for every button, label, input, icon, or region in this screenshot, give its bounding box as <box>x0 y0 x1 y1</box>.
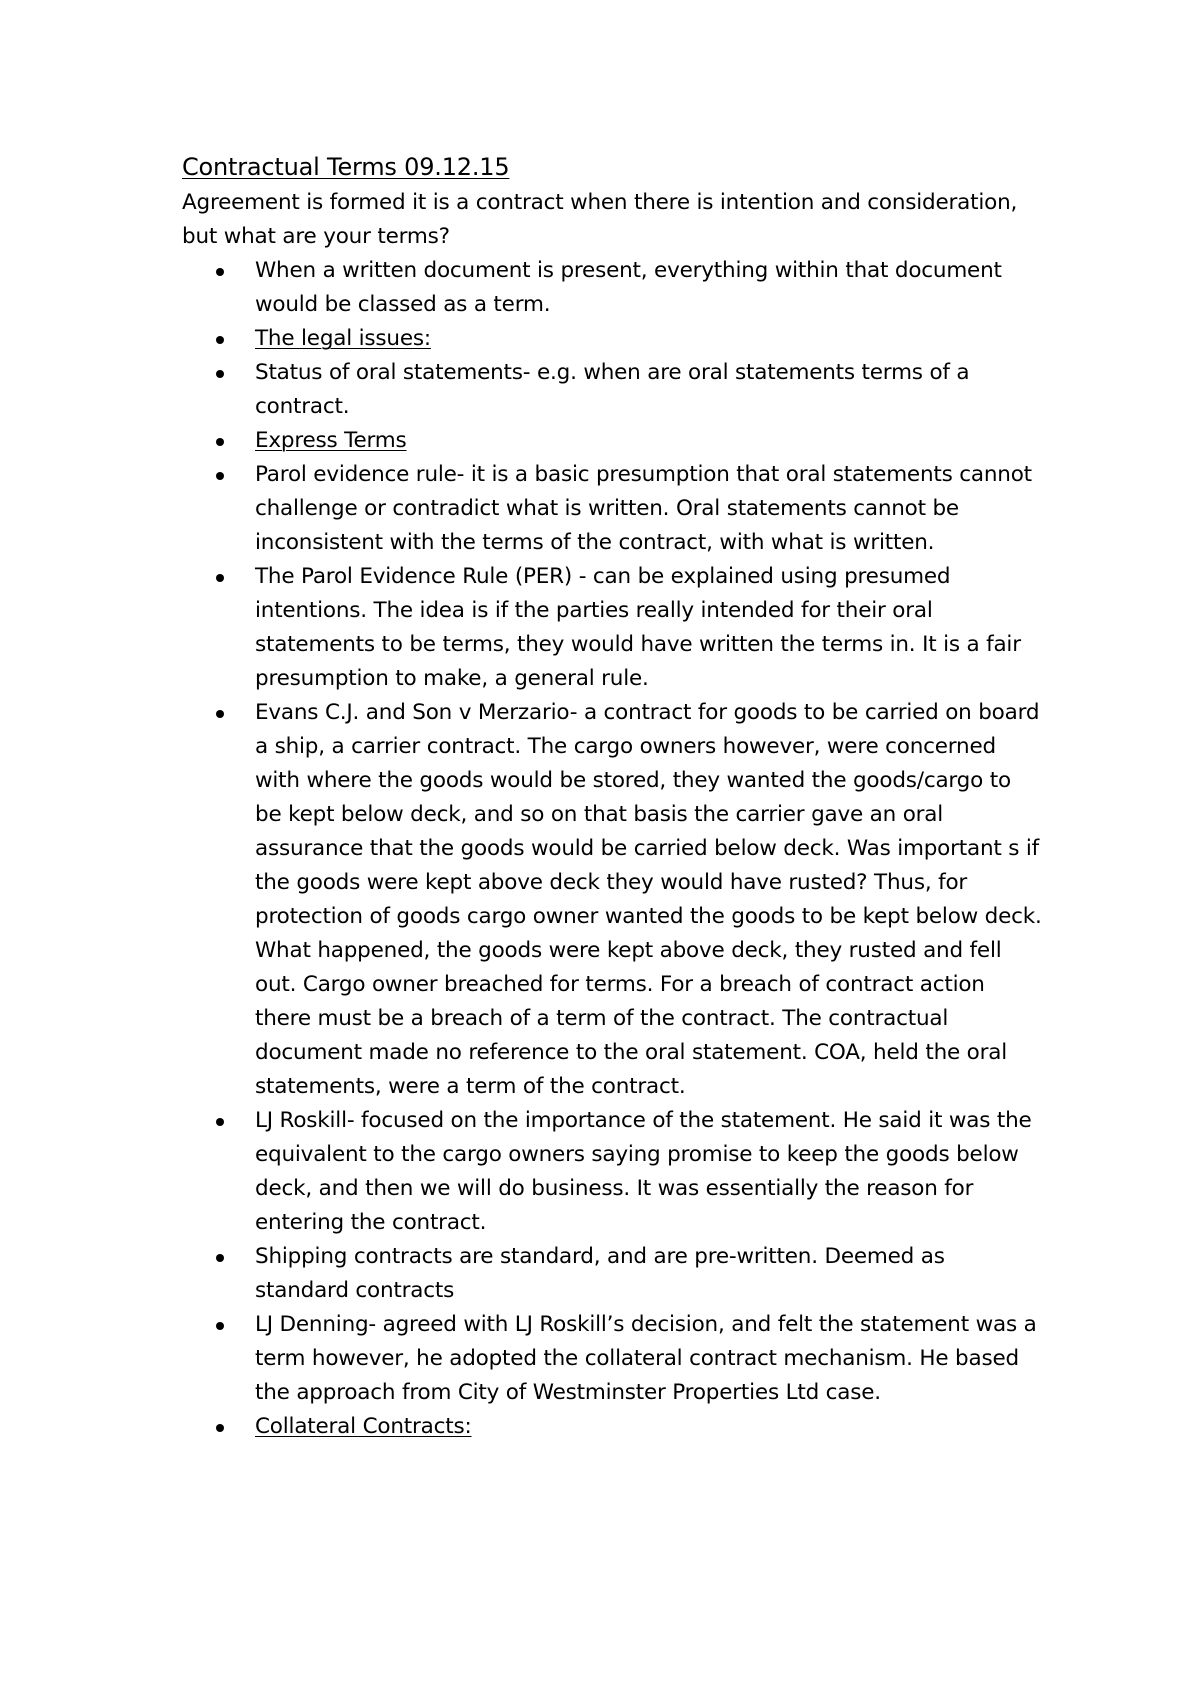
list-item <box>182 424 1042 458</box>
bullet-icon <box>216 1118 224 1126</box>
bullet-icon <box>216 336 224 344</box>
list-item-text: Shipping contracts are standard, and are pre-written. Deemed as standard contracts <box>255 1244 945 1303</box>
document-body <box>182 150 1042 1444</box>
bullet-icon <box>216 710 224 718</box>
list-item <box>182 356 1042 424</box>
list-item <box>182 1104 1042 1240</box>
bullet-icon <box>216 1254 224 1262</box>
bullet-icon <box>216 1322 224 1330</box>
list-item-text: LJ Roskill- focused on the importance of the statement. He said it was the equivalent to the cargo owners saying promise to keep the goods below deck, and then we will do business. It was essentially the reason for entering the contract. <box>255 1108 1032 1235</box>
bullet-list <box>182 254 1042 1444</box>
list-item <box>182 696 1042 1104</box>
list-item <box>182 254 1042 322</box>
bullet-icon <box>216 472 224 480</box>
intro-paragraph: Agreement is formed it is a contract when there is intention and consideration, but what are your terms? <box>182 190 1018 249</box>
section-heading-express-terms: Express Terms <box>255 428 407 453</box>
bullet-icon <box>216 370 224 378</box>
list-item-text: Status of oral statements- e.g. when are oral statements terms of a contract. <box>255 360 970 419</box>
list-item <box>182 1308 1042 1410</box>
bullet-icon <box>216 268 224 276</box>
list-item <box>182 1240 1042 1308</box>
list-item <box>182 560 1042 696</box>
list-item-text: Evans C.J. and Son v Merzario- a contract for goods to be carried on board a ship, a carrier contract. The cargo owners however, were concerned with where the goods would be stored, they wanted the goods/cargo to be kept below deck, and so on that basis the carrier gave an oral assurance that the goods would be carried below deck. Was important s if the goods were kept above deck they would have rusted? Thus, for protection of goods cargo owner wanted the goods to be kept below deck. What happened, the goods were kept above deck, they rusted and fell out. Cargo owner breached for terms. For a breach of contract action there must be a breach of a term of the contract. The contractual document made no reference to the oral statement. COA, held the oral statements, were a term of the contract. <box>255 700 1042 1099</box>
bullet-icon <box>216 1424 224 1432</box>
list-item <box>182 1410 1042 1444</box>
section-heading-collateral-contracts: Collateral Contracts: <box>255 1414 472 1439</box>
list-item <box>182 322 1042 356</box>
list-item <box>182 458 1042 560</box>
list-item-text: Parol evidence rule- it is a basic presumption that oral statements cannot challenge or contradict what is written. Oral statements cannot be inconsistent with the terms of the contract, with what is written. <box>255 462 1032 555</box>
list-item-text: The Parol Evidence Rule (PER) - can be explained using presumed intentions. The idea is if the parties really intended for their oral statements to be terms, they would have written the terms in. It is a fair presumption to make, a general rule. <box>255 564 1021 691</box>
list-item-text: LJ Denning- agreed with LJ Roskill’s decision, and felt the statement was a term however, he adopted the collateral contract mechanism. He based the approach from City of Westminster Properties Ltd case. <box>255 1312 1037 1405</box>
bullet-icon <box>216 438 224 446</box>
bullet-icon <box>216 574 224 582</box>
list-item-text: When a written document is present, everything within that document would be classed as a term. <box>255 258 1002 317</box>
section-heading-legal-issues: The legal issues: <box>255 326 431 351</box>
document-title: Contractual Terms 09.12.15 <box>182 153 510 181</box>
